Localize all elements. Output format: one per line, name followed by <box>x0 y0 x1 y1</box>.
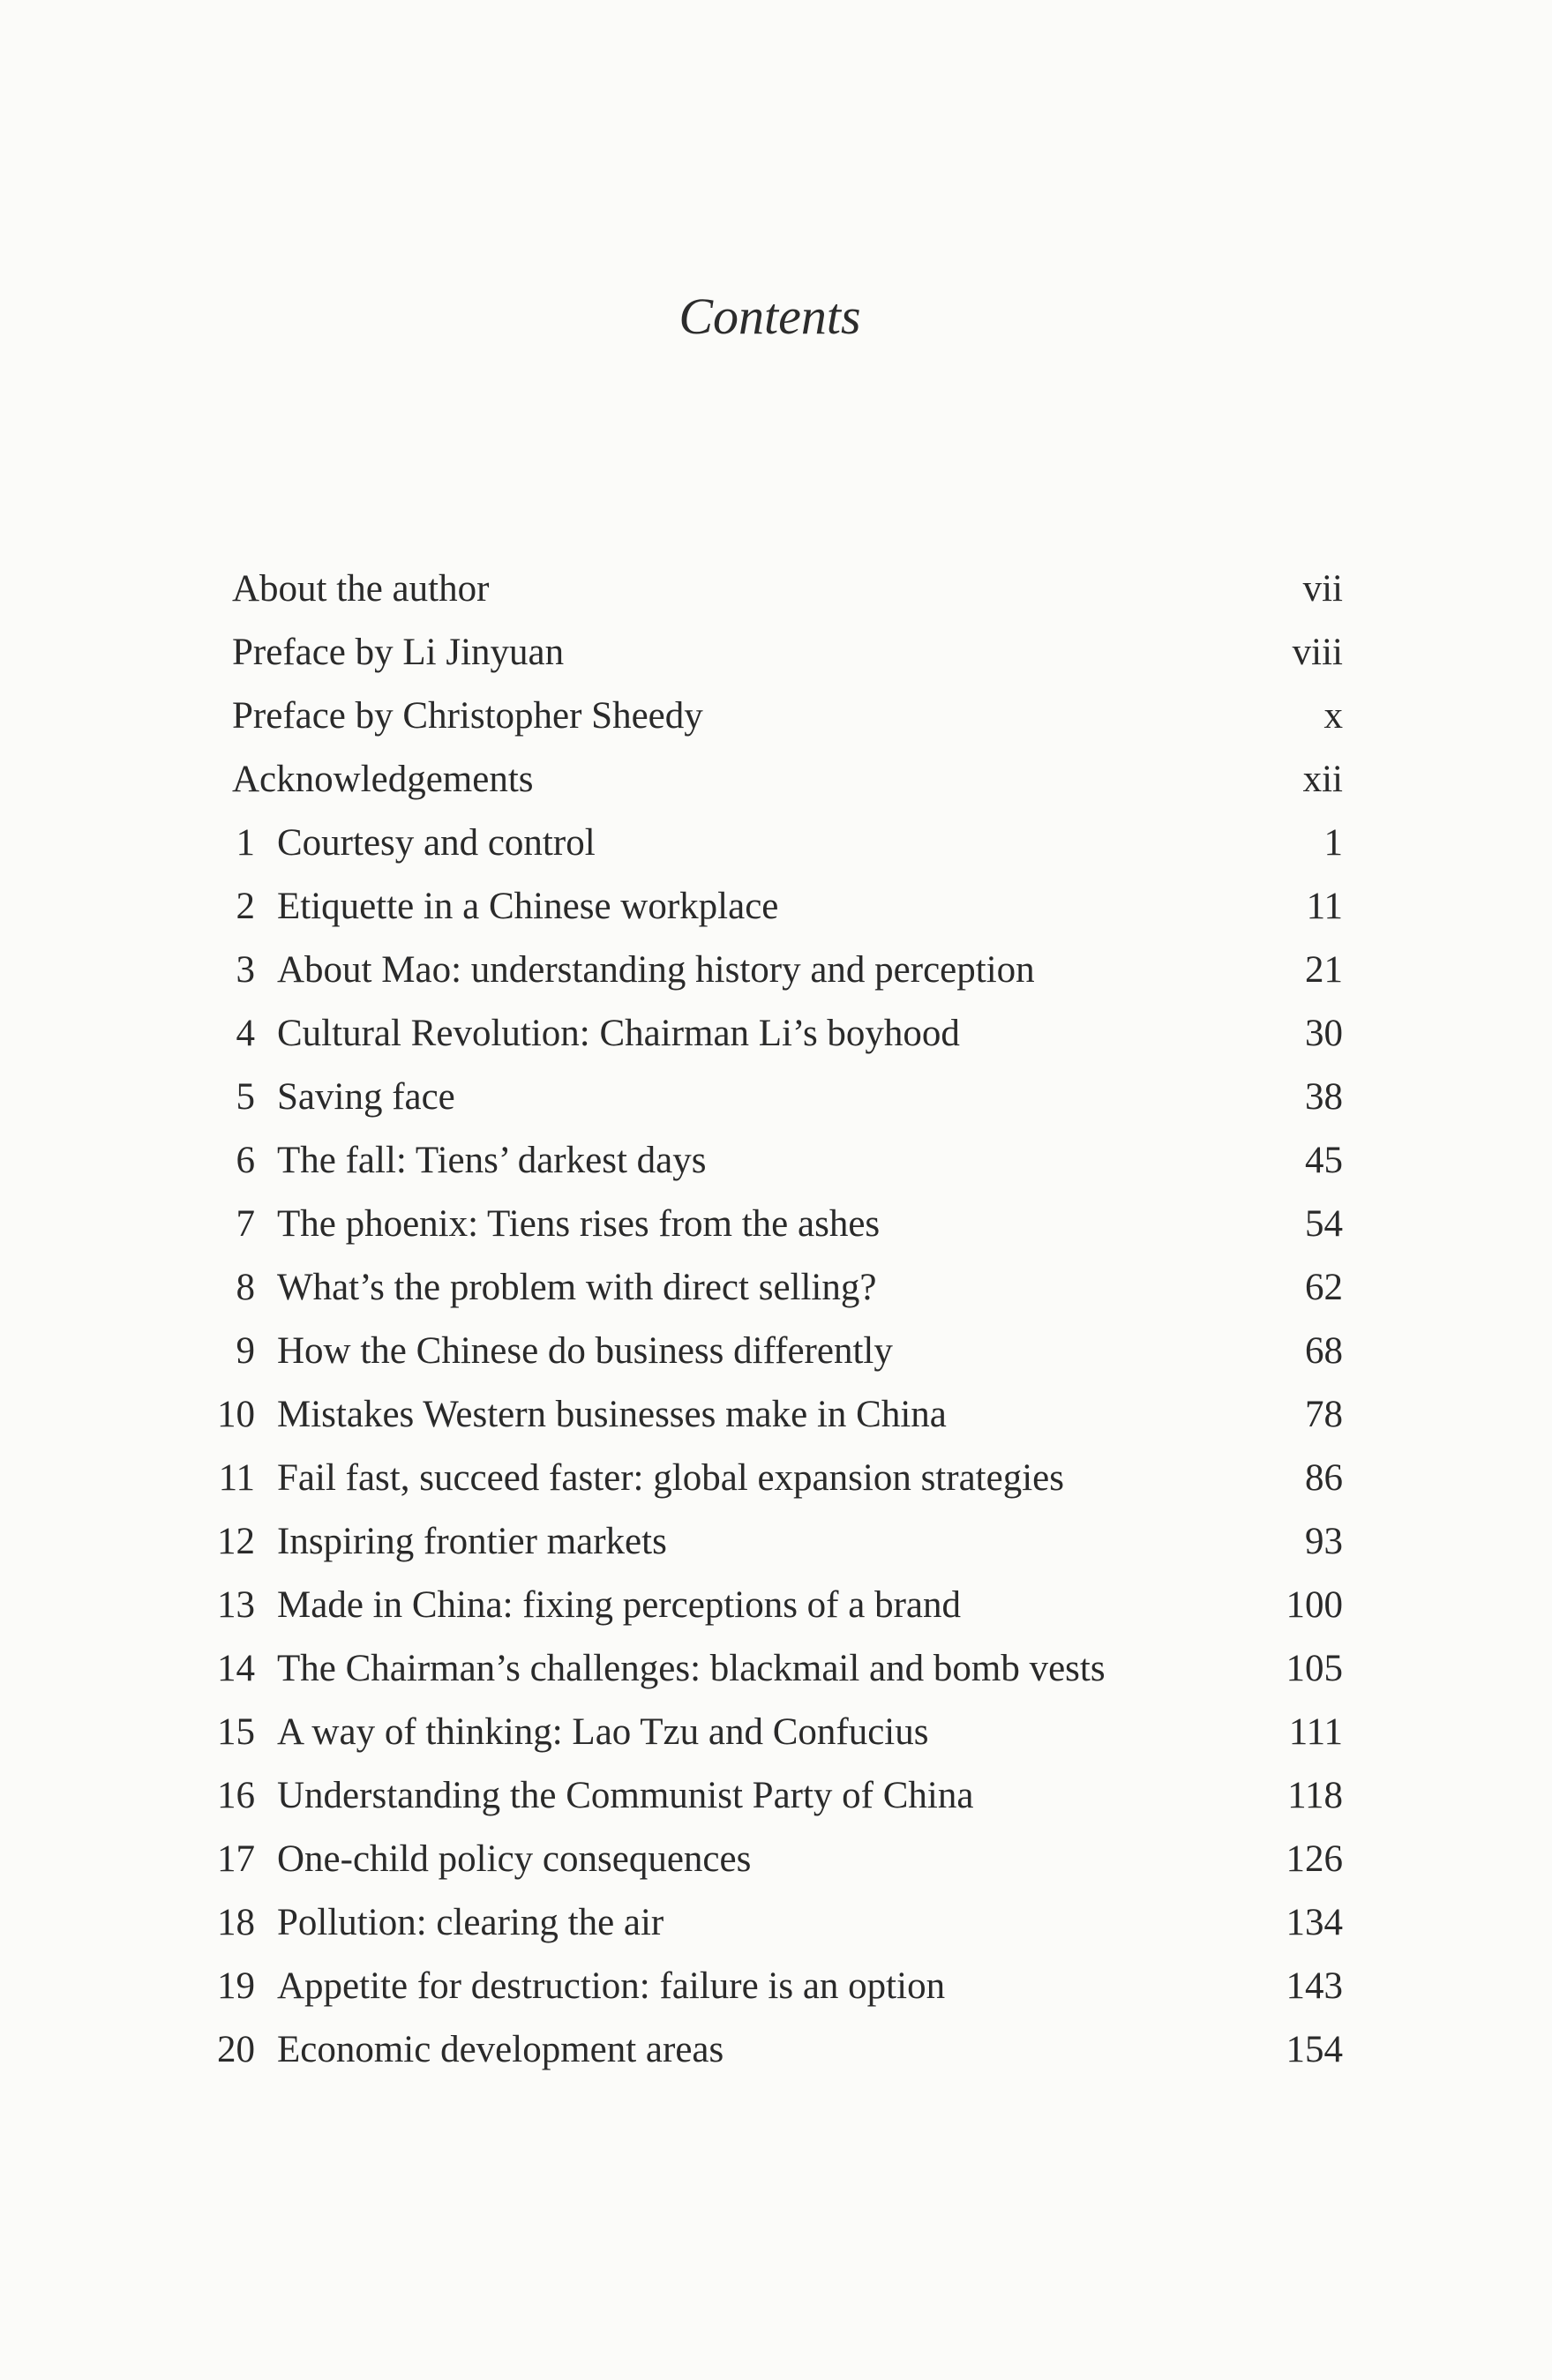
page-number: vii <box>1302 568 1343 610</box>
toc-entry <box>0 2022 1552 2085</box>
entry-title: Preface by Christopher Sheedy <box>232 695 703 737</box>
toc-entry <box>0 815 1552 879</box>
entry-title: Fail fast, succeed faster: global expansion strategies <box>277 1457 1064 1499</box>
toc-entry <box>0 942 1552 1006</box>
toc-entry <box>0 1196 1552 1260</box>
entry-title: Acknowledgements <box>232 759 534 800</box>
chapter-number: 4 <box>236 1013 255 1054</box>
page-number: 30 <box>1305 1013 1343 1054</box>
toc-entry <box>0 1831 1552 1895</box>
chapter-number: 17 <box>217 1838 255 1880</box>
page-number: 62 <box>1305 1267 1343 1308</box>
page-number: 126 <box>1286 1838 1343 1880</box>
toc-entry <box>0 1323 1552 1387</box>
entry-title: A way of thinking: Lao Tzu and Confucius <box>277 1711 929 1753</box>
entry-title: The fall: Tiens’ darkest days <box>277 1140 707 1181</box>
entry-title: Pollution: clearing the air <box>277 1902 664 1943</box>
toc-entry <box>0 752 1552 815</box>
toc-entry <box>0 688 1552 752</box>
chapter-number: 14 <box>217 1648 255 1689</box>
page-number: 93 <box>1305 1521 1343 1562</box>
chapter-number: 9 <box>236 1330 255 1372</box>
toc-entry <box>0 1387 1552 1450</box>
page-number: 11 <box>1306 886 1343 927</box>
entry-title: About Mao: understanding history and perception <box>277 949 1035 991</box>
chapter-number: 6 <box>236 1140 255 1181</box>
toc-entry <box>0 1514 1552 1577</box>
entry-title: Saving face <box>277 1076 455 1118</box>
toc-entry <box>0 879 1552 942</box>
page-number: 118 <box>1287 1775 1343 1816</box>
entry-title: Understanding the Communist Party of China <box>277 1775 974 1816</box>
chapter-number: 5 <box>236 1076 255 1118</box>
entry-title: Cultural Revolution: Chairman Li’s boyhood <box>277 1013 960 1054</box>
entry-title: Appetite for destruction: failure is an option <box>277 1965 946 2007</box>
page-number: 86 <box>1305 1457 1343 1499</box>
page-number: 68 <box>1305 1330 1343 1372</box>
toc-entry <box>0 561 1552 625</box>
page-number: 111 <box>1288 1711 1343 1753</box>
toc-entry <box>0 1577 1552 1641</box>
toc-entry <box>0 1768 1552 1831</box>
entry-title: Preface by Li Jinyuan <box>232 632 565 673</box>
page-number: 154 <box>1286 2029 1343 2070</box>
entry-title: Courtesy and control <box>277 822 596 864</box>
page-number: 21 <box>1305 949 1343 991</box>
toc-entry <box>0 1069 1552 1133</box>
entry-title: How the Chinese do business differently <box>277 1330 893 1372</box>
page-number: 134 <box>1286 1902 1343 1943</box>
entry-title: The Chairman’s challenges: blackmail and bomb vests <box>277 1648 1106 1689</box>
entry-title: The phoenix: Tiens rises from the ashes <box>277 1203 881 1245</box>
chapter-number: 19 <box>217 1965 255 2007</box>
toc-entry <box>0 1450 1552 1514</box>
chapter-number: 12 <box>217 1521 255 1562</box>
page-number: 78 <box>1305 1394 1343 1435</box>
page-number: x <box>1323 695 1343 737</box>
entry-title: About the author <box>232 568 490 610</box>
chapter-number: 7 <box>236 1203 255 1245</box>
page-number: xii <box>1302 759 1343 800</box>
chapter-number: 15 <box>217 1711 255 1753</box>
page-number: 100 <box>1286 1584 1343 1626</box>
entry-title: Mistakes Western businesses make in China <box>277 1394 947 1435</box>
toc-entry <box>0 625 1552 688</box>
page-number: 54 <box>1305 1203 1343 1245</box>
page-number: 45 <box>1305 1140 1343 1181</box>
toc-entry <box>0 1641 1552 1704</box>
toc-entry <box>0 1704 1552 1768</box>
chapter-number: 1 <box>236 822 255 864</box>
table-of-contents <box>0 561 1552 2085</box>
entry-title: Etiquette in a Chinese workplace <box>277 886 779 927</box>
page-number: 143 <box>1286 1965 1343 2007</box>
page-number: 1 <box>1323 822 1343 864</box>
chapter-number: 8 <box>236 1267 255 1308</box>
toc-entry <box>0 1895 1552 1958</box>
chapter-number: 18 <box>217 1902 255 1943</box>
page-number: 38 <box>1305 1076 1343 1118</box>
toc-entry <box>0 1006 1552 1069</box>
chapter-number: 10 <box>217 1394 255 1435</box>
toc-entry <box>0 1260 1552 1323</box>
chapter-number: 3 <box>236 949 255 991</box>
chapter-number: 13 <box>217 1584 255 1626</box>
chapter-number: 11 <box>218 1457 255 1499</box>
entry-title: Economic development areas <box>277 2029 724 2070</box>
toc-entry <box>0 1958 1552 2022</box>
chapter-number: 16 <box>217 1775 255 1816</box>
page-number: 105 <box>1286 1648 1343 1689</box>
page-number: viii <box>1292 632 1343 673</box>
entry-title: One-child policy consequences <box>277 1838 752 1880</box>
chapter-number: 2 <box>236 886 255 927</box>
page-title: Contents <box>679 288 861 345</box>
toc-entry <box>0 1133 1552 1196</box>
entry-title: Made in China: fixing perceptions of a brand <box>277 1584 961 1626</box>
chapter-number: 20 <box>217 2029 255 2070</box>
entry-title: Inspiring frontier markets <box>277 1521 667 1562</box>
entry-title: What’s the problem with direct selling? <box>277 1267 877 1308</box>
